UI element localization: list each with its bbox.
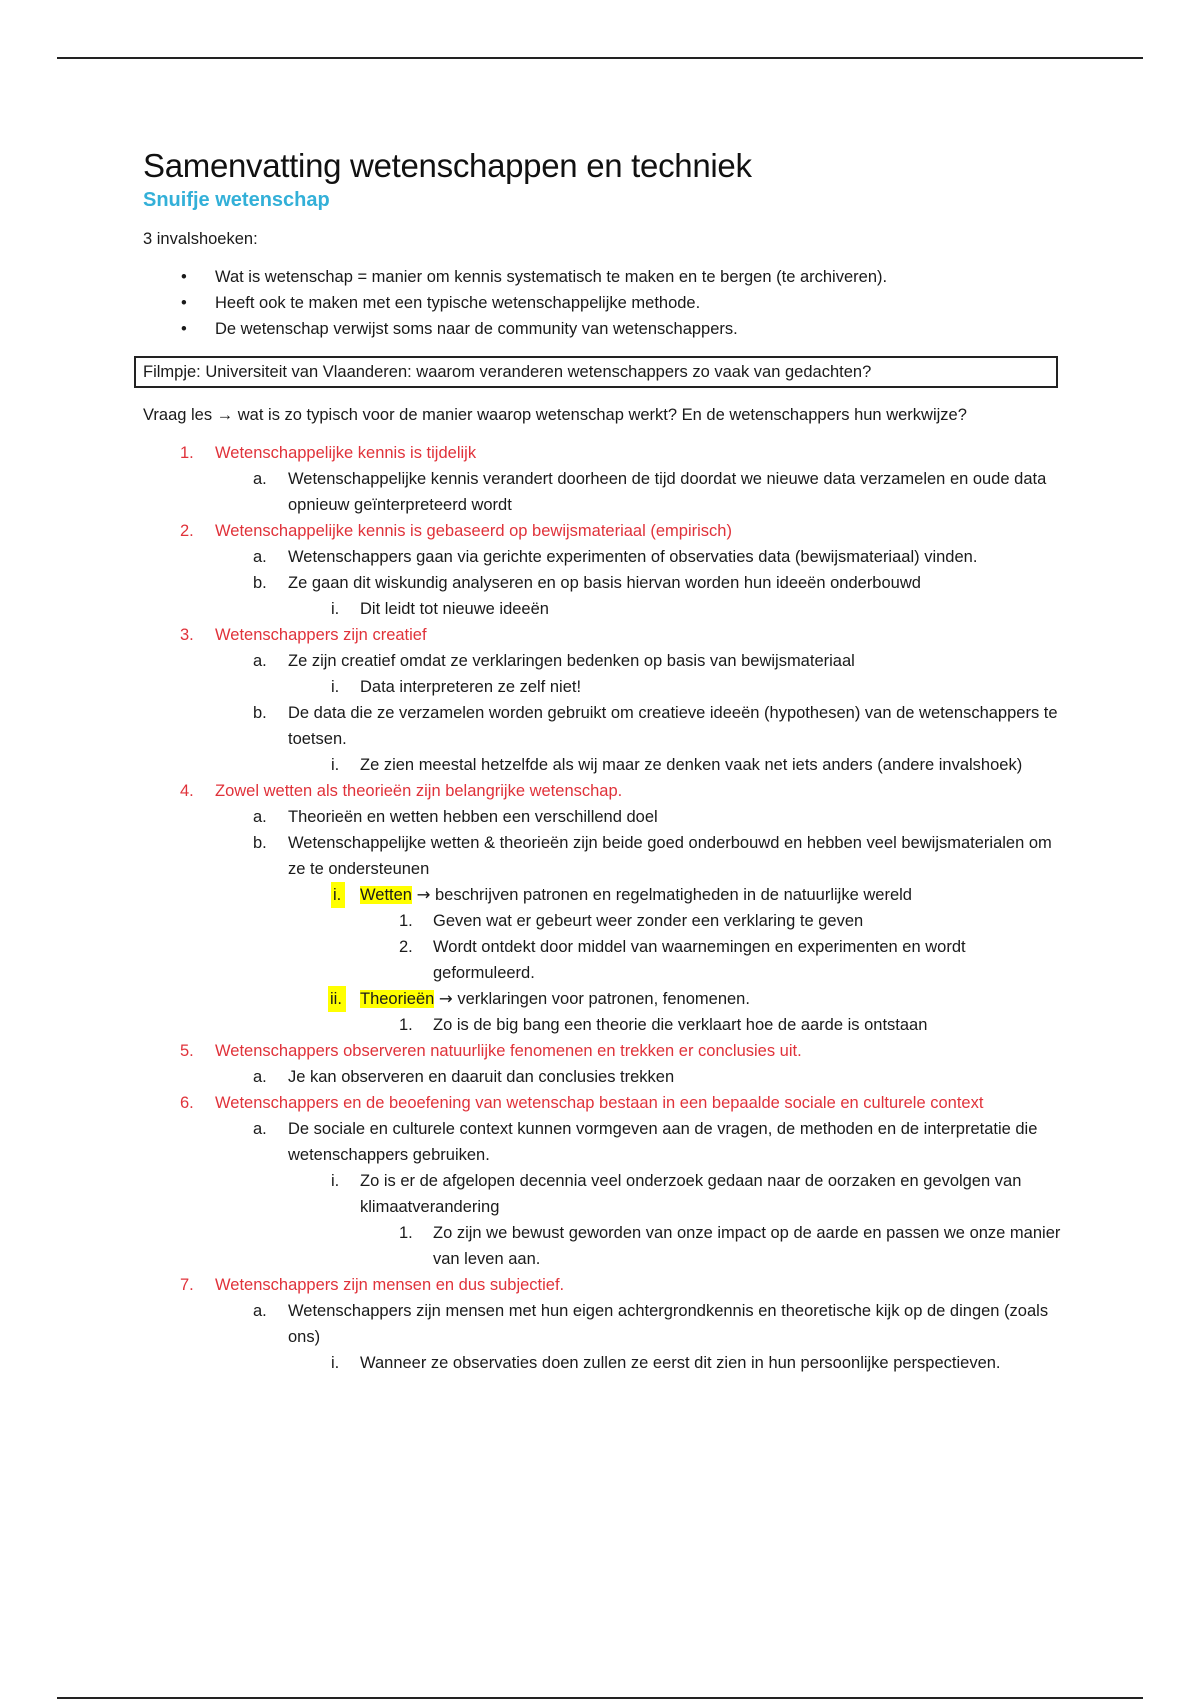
list-number: 5. <box>180 1042 194 1060</box>
list-letter: a. <box>253 470 267 488</box>
point-text: Zo is er de afgelopen decennia veel onderzoek gedaan naar de oorzaken en gevolgen van klimaatverandering <box>360 1172 1022 1216</box>
list-item <box>143 440 1063 466</box>
point-text: Wetenschappers zijn mensen met hun eigen achtergrondkennis en theoretische kijk op de dingen (zoals ons) <box>288 1302 1049 1346</box>
list-letter: a. <box>253 1302 267 1320</box>
section-heading: Snuifje wetenschap <box>143 189 330 211</box>
list-letter: a. <box>253 1120 267 1138</box>
point-text: beschrijven patronen en regelmatigheden in de natuurlijke wereld <box>435 886 912 904</box>
list-number: 3. <box>180 626 194 644</box>
footer-rule <box>57 1697 1143 1699</box>
list-item <box>143 648 1063 674</box>
list-item <box>143 804 1063 830</box>
point-text: Wanneer ze observaties doen zullen ze eerst dit zien in hun persoonlijke perspectieven. <box>360 1354 1001 1372</box>
point-text: Ze gaan dit wiskundig analyseren en op basis hiervan worden hun ideeën onderbouwd <box>288 574 921 592</box>
video-reference-box: Filmpje: Universiteit van Vlaanderen: waarom veranderen wetenschappers zo vaak van gedachten? <box>134 356 1058 388</box>
bullet-text: Wat is wetenschap = manier om kennis systematisch te maken en te bergen (te archiveren). <box>215 268 888 286</box>
list-letter: a. <box>253 548 267 566</box>
point-text: Dit leidt tot nieuwe ideeën <box>360 600 549 618</box>
list-number: 1. <box>180 444 194 462</box>
point-text: Data interpreteren ze zelf niet! <box>360 678 582 696</box>
point-text: Geven wat er gebeurt weer zonder een verklaring te geven <box>433 912 864 930</box>
point-heading: Zowel wetten als theorieën zijn belangrijke wetenschap. <box>215 782 623 800</box>
list-item <box>143 544 1063 570</box>
list-number: 6. <box>180 1094 194 1112</box>
bullet-list <box>143 264 1063 342</box>
list-number: 7. <box>180 1276 194 1294</box>
list-item <box>143 622 1063 648</box>
list-item <box>143 752 1063 778</box>
bullet-icon: • <box>181 268 187 286</box>
list-item <box>143 1064 1063 1090</box>
point-heading: Wetenschappelijke kennis is tijdelijk <box>215 444 477 462</box>
document-body <box>143 146 1063 1376</box>
intro-text: 3 invalshoeken: <box>143 230 258 248</box>
list-item <box>143 700 1063 752</box>
list-roman: i. <box>331 882 345 908</box>
list-item <box>143 674 1063 700</box>
arrow-icon: → <box>416 885 431 904</box>
point-text: Wetenschappelijke kennis verandert doorheen de tijd doordat we nieuwe data verzamelen en oude data opnieuw geïnterpreteerd wordt <box>288 470 1047 514</box>
list-item <box>143 1220 1063 1272</box>
list-item <box>143 466 1063 518</box>
list-roman: i. <box>331 678 340 696</box>
list-letter: b. <box>253 574 267 592</box>
list-roman: ii. <box>328 986 346 1012</box>
list-roman: i. <box>331 1354 340 1372</box>
list-number: 2. <box>180 522 194 540</box>
class-question: Vraag les → wat is zo typisch voor de manier waarop wetenschap werkt? En de wetenschappers hun werkwijze? <box>143 406 967 424</box>
list-roman: i. <box>331 600 340 618</box>
list-item <box>143 518 1063 544</box>
list-number: 1. <box>399 1224 413 1242</box>
list-item <box>143 1272 1063 1298</box>
list-letter: a. <box>253 1068 267 1086</box>
list-letter: a. <box>253 808 267 826</box>
numbered-list <box>143 440 1063 1376</box>
point-text: Theorieën en wetten hebben een verschillend doel <box>288 808 658 826</box>
document-title: Samenvatting wetenschappen en techniek <box>143 147 752 184</box>
bullet-text: Heeft ook te maken met een typische wetenschappelijke methode. <box>215 294 701 312</box>
point-text: verklaringen voor patronen, fenomenen. <box>457 990 750 1008</box>
point-text: Wetenschappers gaan via gerichte experimenten of observaties data (bewijsmateriaal) vinden. <box>288 548 978 566</box>
list-item <box>143 290 1063 316</box>
list-item <box>143 316 1063 342</box>
list-roman: i. <box>331 756 340 774</box>
point-text: Ze zien meestal hetzelfde als wij maar ze denken vaak net iets anders (andere invalshoek) <box>360 756 1023 774</box>
list-item <box>143 596 1063 622</box>
arrow-icon: → <box>438 989 453 1008</box>
list-item <box>143 1298 1063 1350</box>
list-letter: b. <box>253 704 267 722</box>
list-item <box>143 1012 1063 1038</box>
point-text: Je kan observeren en daaruit dan conclusies trekken <box>288 1068 675 1086</box>
list-item <box>143 986 1063 1012</box>
point-heading: Wetenschappers en de beoefening van wetenschap bestaan in een bepaalde sociale en culturele context <box>215 1094 984 1112</box>
list-number: 1. <box>399 912 413 930</box>
header-rule <box>57 57 1143 59</box>
list-item <box>143 570 1063 596</box>
point-text: Wetenschappelijke wetten & theorieën zijn beide goed onderbouwd en hebben veel bewijsmaterialen om ze te ondersteunen <box>288 834 1052 878</box>
point-heading: Wetenschappelijke kennis is gebaseerd op bewijsmateriaal (empirisch) <box>215 522 732 540</box>
point-text: Wordt ontdekt door middel van waarnemingen en experimenten en wordt geformuleerd. <box>433 938 966 982</box>
list-item <box>143 830 1063 882</box>
list-item <box>143 882 1063 908</box>
point-text: De sociale en culturele context kunnen vormgeven aan de vragen, de methoden en de interpretatie die wetenschappers gebruiken. <box>288 1120 1038 1164</box>
list-roman: i. <box>331 1172 340 1190</box>
list-item <box>143 1116 1063 1168</box>
point-heading: Wetenschappers zijn creatief <box>215 626 427 644</box>
highlighted-term: Theorieën <box>360 990 435 1008</box>
list-number: 4. <box>180 782 194 800</box>
point-heading: Wetenschappers observeren natuurlijke fenomenen en trekken er conclusies uit. <box>215 1042 802 1060</box>
list-item <box>143 934 1063 986</box>
bullet-icon: • <box>181 294 187 312</box>
point-text: Zo is de big bang een theorie die verklaart hoe de aarde is ontstaan <box>433 1016 928 1034</box>
list-item <box>143 1038 1063 1064</box>
list-letter: a. <box>253 652 267 670</box>
list-number: 1. <box>399 1016 413 1034</box>
bullet-icon: • <box>181 320 187 338</box>
point-text: De data die ze verzamelen worden gebruikt om creatieve ideeën (hypothesen) van de wetenschappers te toetsen. <box>288 704 1058 748</box>
list-letter: b. <box>253 834 267 852</box>
point-heading: Wetenschappers zijn mensen en dus subjectief. <box>215 1276 565 1294</box>
point-text: Zo zijn we bewust geworden van onze impact op de aarde en passen we onze manier van leven aan. <box>433 1224 1061 1268</box>
list-item <box>143 1350 1063 1376</box>
bullet-text: De wetenschap verwijst soms naar de community van wetenschappers. <box>215 320 738 338</box>
point-text: Ze zijn creatief omdat ze verklaringen bedenken op basis van bewijsmateriaal <box>288 652 855 670</box>
list-item <box>143 1168 1063 1220</box>
list-item <box>143 778 1063 804</box>
highlighted-term: Wetten <box>360 886 412 904</box>
list-number: 2. <box>399 938 413 956</box>
list-item <box>143 264 1063 290</box>
list-item <box>143 908 1063 934</box>
list-item <box>143 1090 1063 1116</box>
